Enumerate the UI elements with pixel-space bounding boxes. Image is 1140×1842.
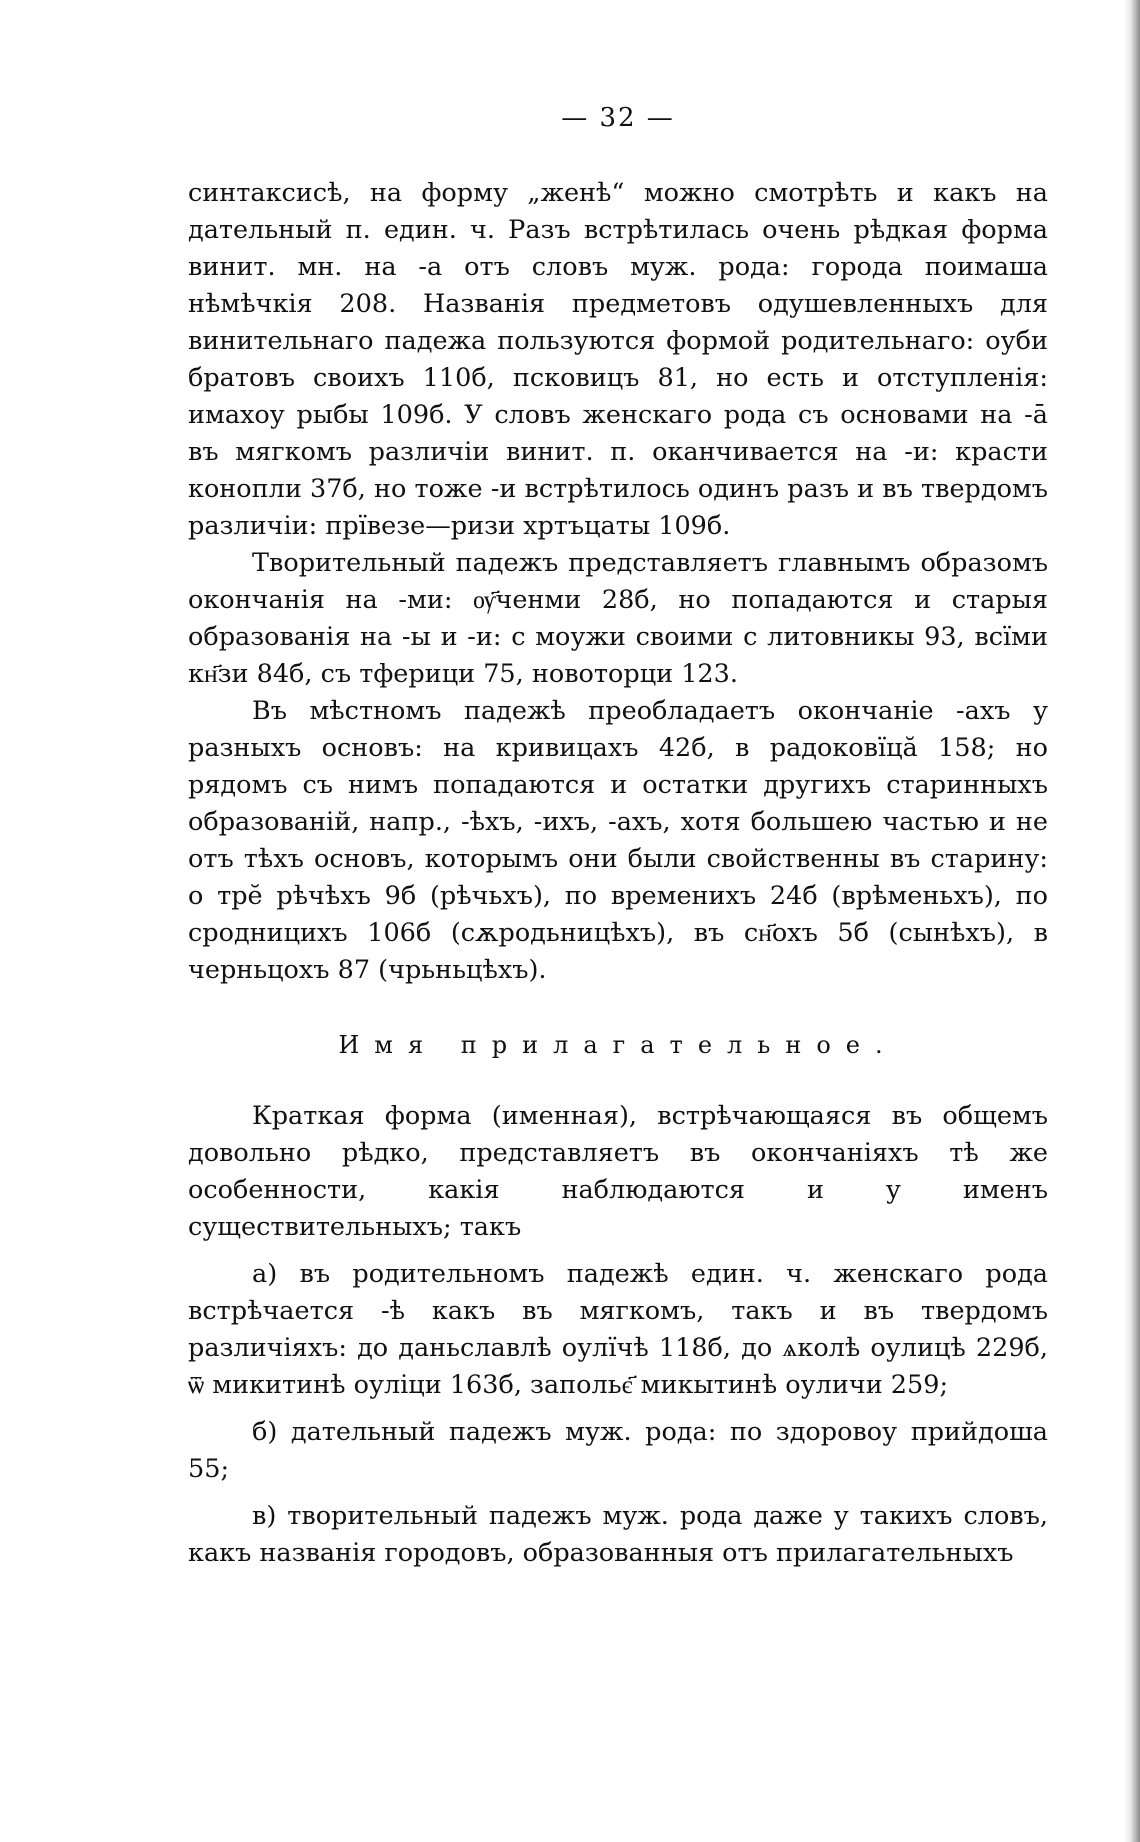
list-item-b: б) дательный падежъ муж. рода: по здоровоу прийдоша 55; <box>188 1417 1048 1484</box>
scan-page-edge <box>1124 0 1140 1842</box>
paragraph-instrumental: Творительный падежъ представляетъ главнымъ образомъ окончанія на -ми: ѹ҃ченми 28б, но попадаются и старыя образованія на -ы и -и: с моужи своими с литовникы 93, всїми кн҃зи 84б, съ тферици 75, новоторци 123. <box>188 548 1048 689</box>
page-number: — 32 — <box>561 103 675 133</box>
section-intro: Краткая форма (именная), встрѣчающаяся въ общемъ довольно рѣдко, представляетъ въ окончаніяхъ тѣ же особенности, какія наблюдаются и у именъ существительныхъ; такъ <box>188 1101 1048 1242</box>
list-item-a: а) въ родительномъ падежѣ един. ч. женскаго рода встрѣчается -ѣ какъ въ мягкомъ, такъ и въ твердомъ различіяхъ: до даньславлѣ оулїчѣ 118б, до ѧколѣ оулицѣ 229б, ѿ микитинѣ оуліци 163б, запольє҃ микытинѣ оуличи 259; <box>188 1259 1048 1400</box>
paragraph-accusative: синтаксисѣ, на форму „женѣ“ можно смотрѣть и какъ на дательный п. един. ч. Разъ встрѣтилась очень рѣдкая форма винит. мн. на -а отъ словъ муж. рода: города поимаша нѣмѣчкія 208. Названія предметовъ одушевленныхъ для винительнаго падежа пользуются формой родительнаго: оуби братовъ своихъ 110б, псковицъ 81, но есть и отступленія: имахоу рыбы 109б. У словъ женскаго рода съ основами на -ā въ мягкомъ различіи винит. п. оканчивается на -и: красти конопли 37б, но тоже -и встрѣтилось одинъ разъ и въ твердомъ различіи: прївезе—ризи хртъцаты 109б. <box>188 178 1048 541</box>
section-heading: Имя прилагательное. <box>338 1031 898 1059</box>
list-item-c: в) творительный падежъ муж. рода даже у такихъ словъ, какъ названія городовъ, образованныя отъ прилагательныхъ <box>188 1501 1048 1568</box>
paragraph-locative: Въ мѣстномъ падежѣ преобладаетъ окончаніе -ахъ у разныхъ основъ: на кривицахъ 42б, в радоковїцӑ 158; но рядомъ съ нимъ попадаются и остатки другихъ старинныхъ образованій, напр., -ѣхъ, -ихъ, -ахъ, хотя большею частью и не отъ тѣхъ основъ, которымъ они были свойственны въ старину: о трӗ рѣчѣхъ 9б (рѣчьхъ), по временихъ 24б (врѣменьхъ), по сродницихъ 106б (сѫродьницѣхъ), въ сн҃охъ 5б (сынѣхъ), в черньцохъ 87 (чрьньцѣхъ). <box>188 696 1048 985</box>
book-page <box>188 100 1048 1572</box>
